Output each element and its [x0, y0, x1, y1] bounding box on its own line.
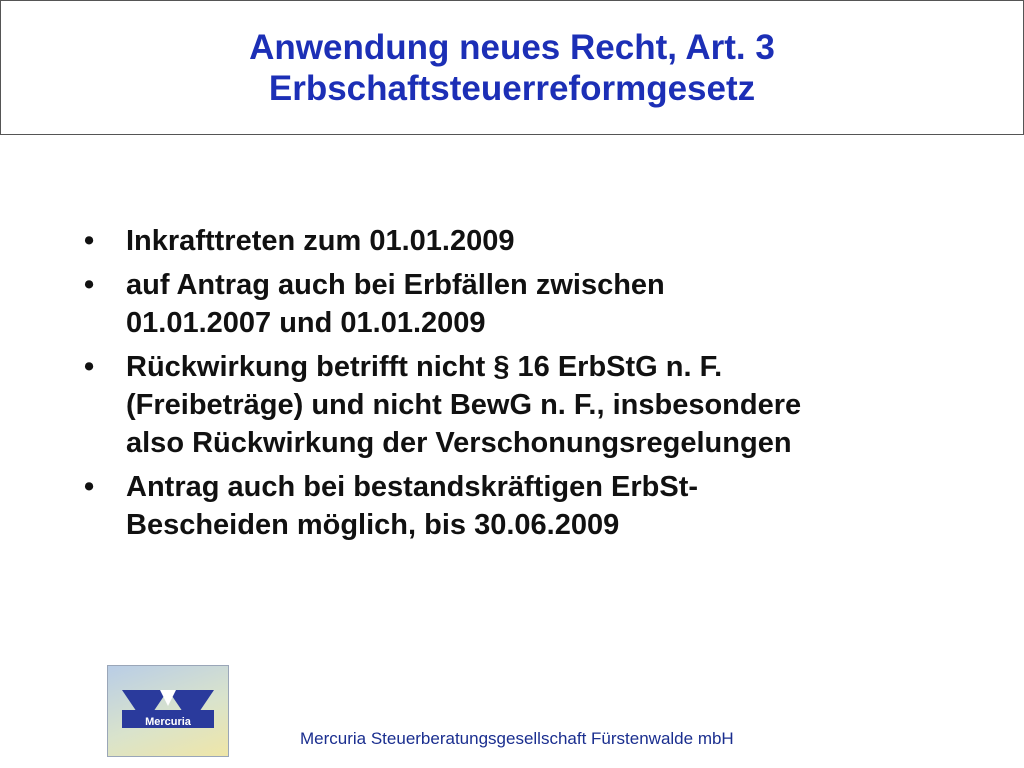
bullet-icon: •: [84, 269, 95, 301]
mercuria-logo: [107, 665, 229, 757]
mercuria-logo-icon: [108, 666, 228, 756]
bullet-text-line: also Rückwirkung der Verschonungsregelungen: [126, 427, 792, 459]
bullet-text-line: Rückwirkung betrifft nicht § 16 ErbStG n. F.: [126, 351, 723, 383]
footer-company-name: Mercuria Steuerberatungsgesellschaft Fürstenwalde mbH: [300, 729, 734, 748]
bullet-text-line: Bescheiden möglich, bis 30.06.2009: [126, 509, 620, 541]
bullet-text-line: Inkrafttreten zum 01.01.2009: [126, 225, 515, 257]
bullet-icon: •: [84, 351, 95, 383]
slide-title-line-1: Anwendung neues Recht, Art. 3: [249, 27, 775, 67]
bullet-text-line: 01.01.2007 und 01.01.2009: [126, 307, 486, 339]
slide-title-box: [0, 0, 1024, 135]
bullet-item: [84, 468, 964, 544]
slide-title-line-2: Erbschaftsteuerreformgesetz: [268, 68, 756, 108]
bullet-list: [84, 222, 964, 550]
bullet-icon: •: [84, 471, 95, 503]
bullet-text-line: auf Antrag auch bei Erbfällen zwischen: [126, 269, 665, 301]
bullet-item: [84, 222, 964, 260]
logo-text: Mercuria: [145, 716, 191, 728]
bullet-item: [84, 266, 964, 342]
bullet-text-line: (Freibeträge) und nicht BewG n. F., insbesondere: [126, 389, 802, 421]
bullet-icon: •: [84, 225, 95, 257]
bullet-item: [84, 348, 964, 462]
bullet-text-line: Antrag auch bei bestandskräftigen ErbSt-: [126, 471, 699, 503]
